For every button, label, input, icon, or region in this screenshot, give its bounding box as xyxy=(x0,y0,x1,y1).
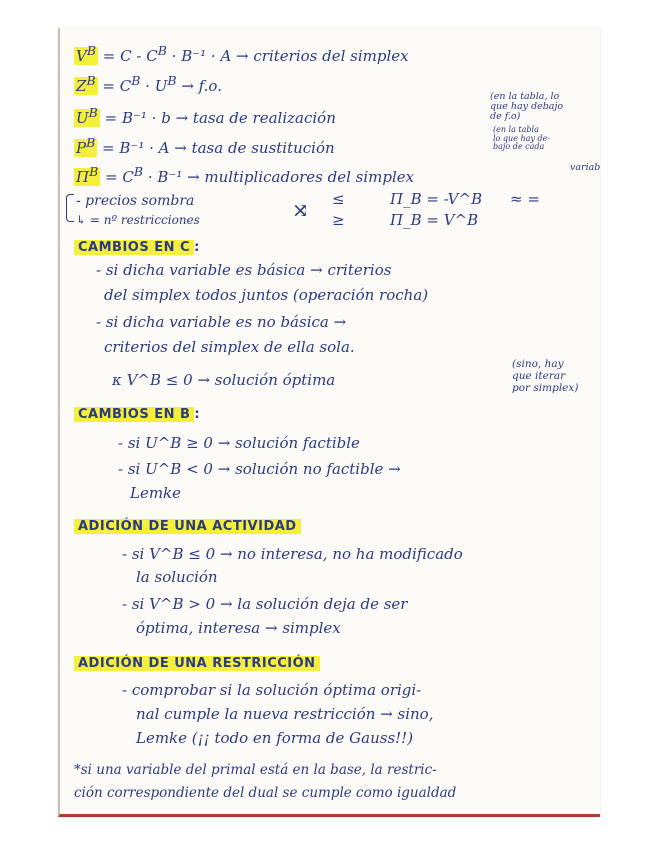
note-sustitucion: (en la tabla lo que hay de- bajo de cada xyxy=(493,125,551,151)
actividad-line-1: - si V^B ≤ 0 → no interesa, no ha modificado xyxy=(122,545,463,563)
sombra-line2: ↳ = nº restricciones xyxy=(76,213,200,227)
sombra-ge: ≥ xyxy=(332,211,345,229)
sombra-approx: ≈ = xyxy=(510,190,540,208)
def-pb: $P^B = B^{-1} \cdot A$ → tasa de sustitución xyxy=(76,135,335,157)
sombra-pi-le: Π_B = -V^B xyxy=(390,190,483,208)
cambios-c-line-2: del simplex todos juntos (operación rocha) xyxy=(104,286,429,304)
branch-arrow-icon: ⤨ xyxy=(292,198,309,222)
final-line-1: *si una variable del primal está en la base, la restric- xyxy=(74,762,437,778)
cambios-c-line-1: - si dicha variable es básica → criterios xyxy=(96,261,392,279)
def-pib: $\Pi^B = C^B \cdot B^{-1}$ → multiplicadores del simplex xyxy=(76,164,415,186)
note-realizacion: (en la tabla, lo que hay debajo de f.o) xyxy=(490,91,564,122)
note-simplex-tail: variab xyxy=(570,162,600,173)
cambios-b-line-2: - si U^B < 0 → solución no factible → xyxy=(118,460,401,478)
heading-adicion-actividad: ADICIÓN DE UNA ACTIVIDAD xyxy=(74,519,301,534)
restriccion-line-1: - comprobar si la solución óptima origi- xyxy=(122,681,422,699)
cambios-c-line-4: criterios del simplex de ella sola. xyxy=(104,338,355,356)
sombra-le: ≤ xyxy=(332,190,345,208)
actividad-line-3: - si V^B > 0 → la solución deja de ser xyxy=(122,595,408,613)
actividad-line-4: óptima, interesa → simplex xyxy=(136,619,341,637)
cambios-c-line-5: κ V^B ≤ 0 → solución óptima xyxy=(112,371,336,389)
actividad-line-2: la solución xyxy=(136,568,218,586)
sombra-pi-ge: Π_B = V^B xyxy=(390,211,479,229)
def-vb: $V^B = C - C^B \cdot B^{-1} \cdot A$ → criterios del simplex xyxy=(76,43,409,65)
restriccion-line-3: Lemke (¡¡ todo en forma de Gauss!!) xyxy=(136,729,414,747)
cambios-b-line-1: - si U^B ≥ 0 → solución factible xyxy=(118,434,360,452)
heading-cambios-b: CAMBIOS EN B : xyxy=(74,407,200,422)
final-line-2: ción correspondiente del dual se cumple como igualdad xyxy=(74,785,457,801)
restriccion-line-2: nal cumple la nueva restricción → sino, xyxy=(136,705,434,723)
def-zb: $Z^B = C^B \cdot U^B \to f.o$. xyxy=(76,73,222,95)
heading-cambios-c: CAMBIOS EN C : xyxy=(74,240,200,255)
note-iterar: (sino, hay que iterar por simplex) xyxy=(512,358,579,394)
bracket-mark xyxy=(66,194,74,222)
cambios-c-line-3: - si dicha variable es no básica → xyxy=(96,313,347,331)
notebook-page xyxy=(58,28,600,817)
def-ub: $U^B = B^{-1} \cdot b$ → tasa de realización xyxy=(76,105,336,127)
heading-adicion-restriccion: ADICIÓN DE UNA RESTRICCIÓN xyxy=(74,656,320,671)
cambios-b-line-3: Lemke xyxy=(130,484,182,502)
sombra-line1: - precios sombra xyxy=(76,193,195,209)
